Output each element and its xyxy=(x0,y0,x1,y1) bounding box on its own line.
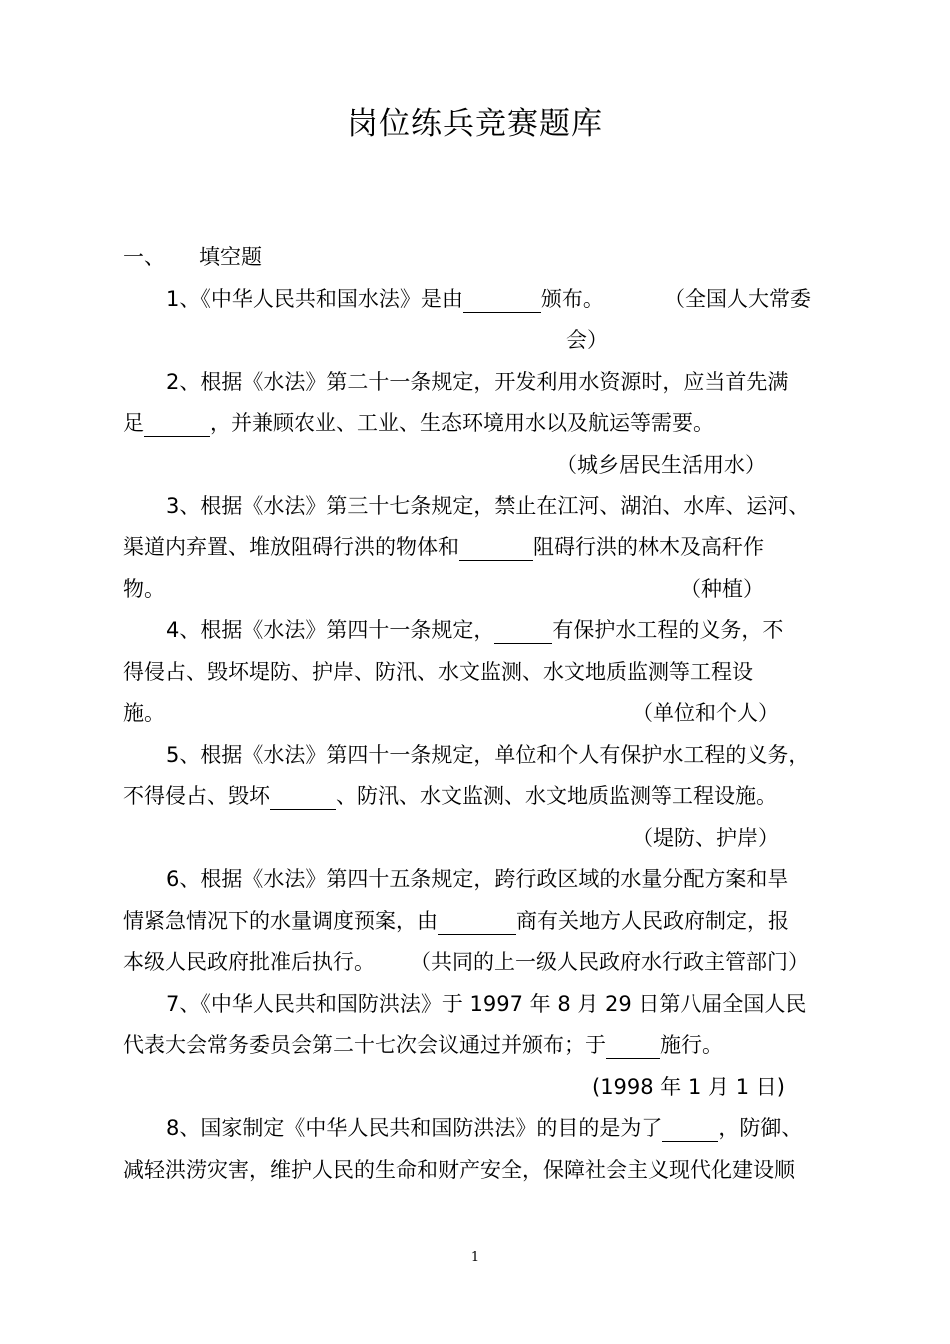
question-3-line-1: 3、根据《水法》第三十七条规定，禁止在江河、湖泊、水库、运河、 xyxy=(166,494,810,518)
question-5-answer: （堤防、护岸） xyxy=(632,826,779,850)
question-1-answer: （全国人大常委 xyxy=(664,287,811,311)
question-7-line-1: 7、《中华人民共和国防洪法》于 1997 年 8 月 29 日第八届全国人民 xyxy=(166,992,807,1016)
question-6-line-3: 本级人民政府批准后执行。 xyxy=(123,950,375,974)
question-2-line-2: 足 ，并兼顾农业、工业、生态环境用水以及航运等需要。 xyxy=(123,411,714,435)
question-3-answer: （种植） xyxy=(680,577,764,601)
question-1-line-1: 1、《中华人民共和国水法》是由 颁布。 xyxy=(166,287,604,311)
question-4-line-2: 得侵占、毁坏堤防、护岸、防汛、水文监测、水文地质监测等工程设 xyxy=(123,660,753,684)
question-5-line-1: 5、根据《水法》第四十一条规定，单位和个人有保护水工程的义务， xyxy=(166,743,810,767)
answer-blank xyxy=(494,621,552,644)
question-3-line-3: 物。 xyxy=(123,577,165,601)
answer-blank xyxy=(662,1119,718,1142)
question-2-line-1: 2、根据《水法》第二十一条规定，开发利用水资源时，应当首先满 xyxy=(166,370,789,394)
question-3-line-2: 渠道内弃置、堆放阻碍行洪的物体和 阻碍行洪的林木及高秆作 xyxy=(123,535,764,559)
question-4-line-3: 施。 xyxy=(123,701,165,725)
answer-blank xyxy=(463,290,541,313)
question-7-line-2: 代表大会常务委员会第二十七次会议通过并颁布；于 施行。 xyxy=(123,1033,723,1057)
answer-blank xyxy=(459,538,533,561)
question-4-answer: （单位和个人） xyxy=(632,701,779,725)
section-name: 填空题 xyxy=(199,245,262,269)
question-7-answer: (1998 年 1 月 1 日) xyxy=(592,1075,785,1099)
page-number: 1 xyxy=(470,1250,480,1265)
question-6-answer: （共同的上一级人民政府水行政主管部门） xyxy=(410,950,809,974)
question-2-answer: （城乡居民生活用水） xyxy=(556,453,766,477)
answer-blank xyxy=(606,1036,660,1059)
answer-blank xyxy=(438,912,516,935)
question-6-line-1: 6、根据《水法》第四十五条规定，跨行政区域的水量分配方案和旱 xyxy=(166,867,789,891)
question-1-answer-cont: 会） xyxy=(566,328,608,352)
question-8-line-2: 减轻洪涝灾害，维护人民的生命和财产安全，保障社会主义现代化建设顺 xyxy=(123,1158,795,1182)
answer-blank xyxy=(144,414,210,437)
question-5-line-2: 不得侵占、毁坏 、防汛、水文监测、水文地质监测等工程设施。 xyxy=(123,784,777,808)
answer-blank xyxy=(270,787,336,810)
section-number: 一、 xyxy=(123,245,165,269)
question-6-line-2: 情紧急情况下的水量调度预案，由 商有关地方人民政府制定，报 xyxy=(123,909,789,933)
question-8-line-1: 8、国家制定《中华人民共和国防洪法》的目的是为了 ，防御、 xyxy=(166,1116,803,1140)
document-title: 岗位练兵竞赛题库 xyxy=(347,106,603,142)
question-4-line-1: 4、根据《水法》第四十一条规定， 有保护水工程的义务，不 xyxy=(166,618,784,642)
section-heading xyxy=(123,242,262,272)
